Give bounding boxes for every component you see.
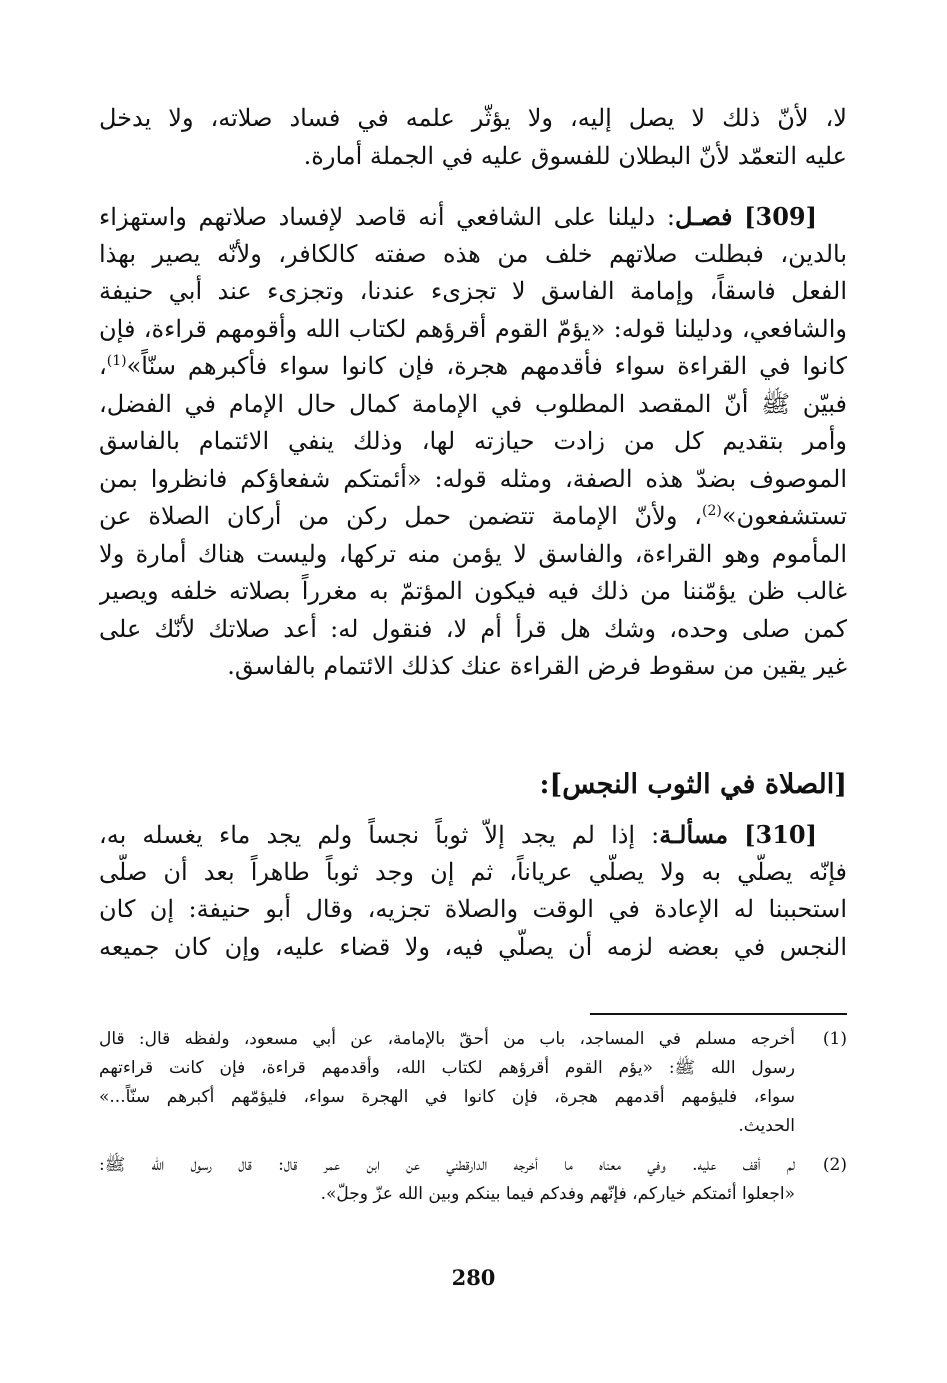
section-number: [309] <box>744 202 817 231</box>
footnote-line: رسول الله ﷺ: «يؤم القوم أقرؤهم لكتاب الله، وأقدمهم قراءة، فإن كانت قراءتهم <box>99 1058 795 1078</box>
footnote-1 <box>99 1025 847 1141</box>
text-span: تستشفعون» <box>721 502 847 530</box>
text-line: الفعل فاسقاً، وإمامة الفاسق لا تجزىء عندنا، وتجزىء عند أبي حنيفة <box>99 277 847 305</box>
footnote-number: (1) <box>822 1029 847 1049</box>
text-line: المأموم وهو القراءة، والفاسق لا يؤمن منه تركها، وليست هناك أمارة ولا <box>99 539 847 568</box>
footnote-line: «اجعلوا أئمتكم خياركم، فإنّهم وفدكم فيما بينكم وبين الله عزّ وجلّ». <box>320 1184 795 1204</box>
section-number: [310] <box>744 820 817 849</box>
paragraph-309 <box>99 198 847 686</box>
text-line: فبيّن ﷺ أنّ المقصد المطلوب في الإمامة كمال حال الإمام في الفضل، <box>99 389 847 418</box>
footnote-line: أخرجه مسلم في المساجد، باب من أحقّ بالإمامة، عن أبي مسعود، ولفظه قال: قال <box>99 1029 795 1049</box>
paragraph-310 <box>99 816 847 966</box>
text-line <box>99 348 847 386</box>
text-line: استحببنا له الإعادة في الوقت والصلاة تجزيه، وقال أبو حنيفة: إن كان <box>99 895 847 923</box>
text-span: كانوا في القراءة سواء فأقدمهم هجرة، فإن كانوا سواء فأكبرهم سنّاً» <box>126 352 847 380</box>
footnote-ref-1: (1) <box>106 353 127 369</box>
text-span: : دليلنا على الشافعي أنه قاصد لإفساد صلاتهم واستهزاء <box>99 203 675 231</box>
section-heading: [الصلاة في الثوب النجس]: <box>539 769 847 800</box>
footnote-line: سواء، فليؤمهم أقدمهم هجرة، فإن كانوا في الهجرة سواء، فليؤمّهم أكبرهم سنّاً...» <box>99 1087 795 1107</box>
text-line: غير يقين من سقوط فرض القراءة عنك كذلك الائتمام بالفاسق. <box>227 652 847 680</box>
text-line: كمن صلى وحده، وشك هل قرأ أم لا، فنقول له: أعد صلاتك لأنّك على <box>99 614 847 643</box>
page-number: 280 <box>451 1265 496 1290</box>
text-line: النجس في بعضه لزمه أن يصلّي فيه، ولا قضاء عليه، وإن كان جميعه <box>99 932 847 961</box>
section-keyword: مسألـة <box>659 820 729 849</box>
text-line: لا، لأنّ ذلك لا يصل إليه، ولا يؤثّر علمه في فساد صلاته، ولا يدخل <box>99 104 847 132</box>
text-line <box>99 198 847 236</box>
footnote-2 <box>99 1151 847 1209</box>
text-line: غالب ظن يؤمّننا من ذلك فيه فيكون المؤتمّ به مغرراً بصلاته خلفه ويصير <box>99 577 847 605</box>
text-line: وأمر بتقديم كل من زادت حيازته لها، وذلك ينفي الائتمام بالفاسق <box>99 427 847 455</box>
text-line: بالدين، فبطلت صلاتهم خلف من هذه صفته كالكافر، ولأنّه يصير بهذا <box>99 239 847 268</box>
paragraph-continuation <box>99 100 847 175</box>
text-span: ، <box>99 352 107 380</box>
footnote-ref-2: (2) <box>701 503 722 519</box>
footnote-divider <box>590 1013 847 1015</box>
text-span: : إذا لم يجد إلاّ ثوباً نجساً ولم يجد ماء يغسله به، <box>99 821 660 849</box>
footnote-line: لم أقف عليه. وفي معناه ما أخرجه الدارقطني عن ابن عمر قال: قال رسول الله ﷺ: <box>99 1155 795 1175</box>
text-line: الموصوف بضدّ هذه الصفة، ومثله قوله: «أئمتكم شفعاؤكم فانظروا بمن <box>99 464 847 493</box>
footnote-number: (2) <box>822 1155 847 1175</box>
text-span: ، ولأنّ الإمامة تتضمن حمل ركن من أركان الصلاة عن <box>99 502 702 530</box>
text-line: عليه التعمّد لأنّ البطلان للفسوق عليه في الجملة أمارة. <box>303 141 847 170</box>
text-line <box>99 816 847 854</box>
section-keyword: فصـل <box>675 202 733 231</box>
text-line <box>99 498 847 536</box>
footnotes <box>99 1025 847 1219</box>
text-line: فإنّه يصلّي به ولا يصلّي عرياناً، ثم إن وجد ثوباً طاهراً بعد أن صلّى <box>99 857 847 886</box>
footnote-line: الحديث. <box>738 1116 795 1136</box>
text-line: والشافعي، ودليلنا قوله: «يؤمّ القوم أقرؤهم لكتاب الله وأقومهم قراءة، فإن <box>99 314 847 343</box>
